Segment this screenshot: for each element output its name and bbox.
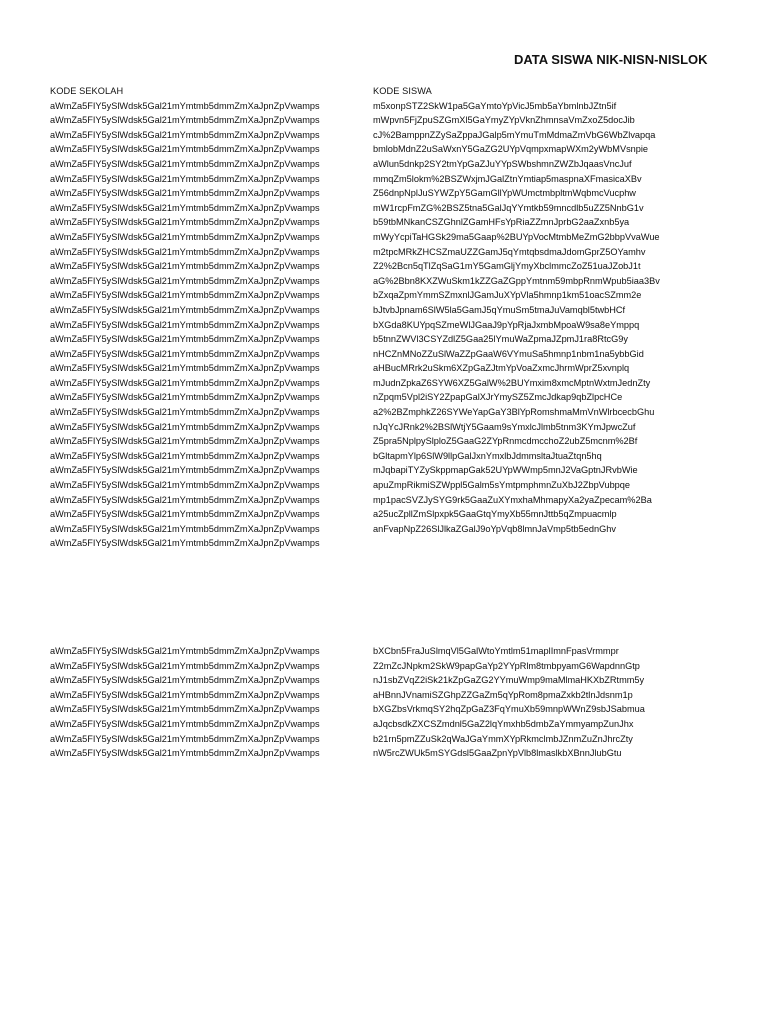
list-item: apuZmpRikmiSZWppl5Galm5sYmtpmphmnZuXbJ2ZbpVubpqe (373, 480, 631, 491)
list-item: a2%2BZmphkZ26SYWeYapGaY3BlYpRomshmaMmVnWlrbcecbGhu (373, 407, 655, 418)
list-item: Z2%2Bcn5qTlZqSaG1mY5GamGljYmyXbclmmcZoZ51uaJZobJ1t (373, 261, 641, 272)
list-item: aWmZa5FIY5ySlWdsk5Gal21mYmtmb5dmmZmXaJpnZpVwamps (50, 334, 320, 345)
list-item: anFvapNpZ26SlJlkaZGalJ9oYpVqb8lmnJaVmp5tb5ednGhv (373, 523, 616, 534)
list-item: aWmZa5FIY5ySlWdsk5Gal21mYmtmb5dmmZmXaJpnZpVwamps (50, 689, 320, 700)
list-item: aWmZa5FIY5ySlWdsk5Gal21mYmtmb5dmmZmXaJpnZpVwamps (50, 115, 320, 126)
list-item: aWmZa5FIY5ySlWdsk5Gal21mYmtmb5dmmZmXaJpnZpVwamps (50, 319, 320, 330)
page-title: DATA SISWA NIK-NISN-NISLOK (514, 52, 708, 67)
list-item: aJqcbsdkZXCSZmdnl5GaZ2lqYmxhb5dmbZaYmmyampZunJhx (373, 718, 634, 729)
list-item: mmqZm5lokm%2BSZWxjmJGalZtnYmtiap5maspnaXFmasicaXBv (373, 173, 642, 184)
list-item: aWmZa5FIY5ySlWdsk5Gal21mYmtmb5dmmZmXaJpnZpVwamps (50, 304, 320, 315)
list-item: aWmZa5FIY5ySlWdsk5Gal21mYmtmb5dmmZmXaJpnZpVwamps (50, 733, 320, 744)
kode-sekolah-list-page2 (50, 644, 350, 761)
list-item: b21rn5pmZZuSk2qWaJGaYmmXYpRkmclmbJZnmZuZnJhrcZty (373, 733, 633, 744)
list-item: aWmZa5FIY5ySlWdsk5Gal21mYmtmb5dmmZmXaJpnZpVwamps (50, 480, 320, 491)
list-item: aWmZa5FIY5ySlWdsk5Gal21mYmtmb5dmmZmXaJpnZpVwamps (50, 188, 320, 199)
list-item: aWmZa5FIY5ySlWdsk5Gal21mYmtmb5dmmZmXaJpnZpVwamps (50, 290, 320, 301)
list-item: aWmZa5FIY5ySlWdsk5Gal21mYmtmb5dmmZmXaJpnZpVwamps (50, 275, 320, 286)
list-item: nJ1sbZVqZ2iSk21kZpGaZG2YYmuWmp9maMlmaHKXbZRtmm5y (373, 675, 645, 686)
list-item: bXGda8KUYpqSZmeWlJGaaJ9pYpRjaJxmbMpoaW9sa8eYmppq (373, 319, 640, 330)
kode-siswa-list (373, 99, 713, 537)
list-item: Z5pra5NplpySlploZ5GaaG2ZYpRnmcdmcchoZ2ubZ5mcnm%2Bf (373, 436, 638, 447)
list-item: aWmZa5FIY5ySlWdsk5Gal21mYmtmb5dmmZmXaJpnZpVwamps (50, 100, 320, 111)
list-item: aWmZa5FIY5ySlWdsk5Gal21mYmtmb5dmmZmXaJpnZpVwamps (50, 363, 320, 374)
list-item: Z2mZcJNpkm2SkW9papGaYp2YYpRlm8tmbpyamG6WapdnnGtp (373, 660, 640, 671)
list-item: aWmZa5FIY5ySlWdsk5Gal21mYmtmb5dmmZmXaJpnZpVwamps (50, 144, 320, 155)
list-item: aWmZa5FIY5ySlWdsk5Gal21mYmtmb5dmmZmXaJpnZpVwamps (50, 436, 320, 447)
list-item: mJudnZpkaZ6SYW6XZ5GalW%2BUYmxim8xmcMptnWxtmJednZty (373, 377, 651, 388)
kode-sekolah-column (50, 84, 350, 551)
list-item: b5tnnZWVl3CSYZdlZ5Gaa25lYmuWaZpmaJZpmJ1ra8RtcG9y (373, 334, 628, 345)
list-item: aWmZa5FIY5ySlWdsk5Gal21mYmtmb5dmmZmXaJpnZpVwamps (50, 348, 320, 359)
list-item: nZpqm5Vpl2iSY2ZpapGalXJrYmySZ5ZmcJdkap9qbZlpcHCe (373, 392, 623, 403)
list-item: bmlobMdnZ2uSaWxnY5GaZG2UYpVqmpxmapWXm2yWbMVsnpie (373, 144, 649, 155)
list-item: aWmZa5FIY5ySlWdsk5Gal21mYmtmb5dmmZmXaJpnZpVwamps (50, 509, 320, 520)
list-item: aWmZa5FIY5ySlWdsk5Gal21mYmtmb5dmmZmXaJpnZpVwamps (50, 421, 320, 432)
list-item: aWmZa5FIY5ySlWdsk5Gal21mYmtmb5dmmZmXaJpnZpVwamps (50, 202, 320, 213)
list-item: bXGZbsVrkmqSY2hqZpGaZ3FqYmuXb59mnpWWnZ9sbJSabmua (373, 704, 645, 715)
list-item: aWmZa5FIY5ySlWdsk5Gal21mYmtmb5dmmZmXaJpnZpVwamps (50, 129, 320, 140)
list-item: aWmZa5FIY5ySlWdsk5Gal21mYmtmb5dmmZmXaJpnZpVwamps (50, 660, 320, 671)
list-item: aWmZa5FIY5ySlWdsk5Gal21mYmtmb5dmmZmXaJpnZpVwamps (50, 173, 320, 184)
list-item: mJqbapiTYZySkppmapGak52UYpWWmp5mnJ2VaGptnJRvbWie (373, 465, 638, 476)
list-item: aWmZa5FIY5ySlWdsk5Gal21mYmtmb5dmmZmXaJpnZpVwamps (50, 523, 320, 534)
list-item: b59tbMNkanCSZGhnlZGamHFsYpRiaZZmnJprbG2aaZxnb5ya (373, 217, 630, 228)
list-item: mWyYcpiTaHGSk29ma5Gaap%2BUYpVocMtmbMeZmG2bbpVvaWue (373, 231, 660, 242)
list-item: aWmZa5FIY5ySlWdsk5Gal21mYmtmb5dmmZmXaJpnZpVwamps (50, 407, 320, 418)
list-item: nW5rcZWUk5mSYGdsl5GaaZpnYpVlb8lmaslkbXBnnJlubGtu (373, 748, 622, 759)
list-item: aWmZa5FIY5ySlWdsk5Gal21mYmtmb5dmmZmXaJpnZpVwamps (50, 704, 320, 715)
list-item: aWmZa5FIY5ySlWdsk5Gal21mYmtmb5dmmZmXaJpnZpVwamps (50, 246, 320, 257)
list-item: nJqYcJRnk2%2BSlWtjY5Gaam9sYmxlcJlmb5tnm3KYmJpwcZuf (373, 421, 636, 432)
list-item: aWmZa5FIY5ySlWdsk5Gal21mYmtmb5dmmZmXaJpnZpVwamps (50, 494, 320, 505)
list-item: aWmZa5FIY5ySlWdsk5Gal21mYmtmb5dmmZmXaJpnZpVwamps (50, 748, 320, 759)
kode-siswa-column (373, 84, 713, 536)
list-item: aWmZa5FIY5ySlWdsk5Gal21mYmtmb5dmmZmXaJpnZpVwamps (50, 158, 320, 169)
kode-siswa-list-page2 (373, 644, 713, 761)
list-item: mW1rcpFmZG%2BSZ5tna5GalJqYYmtkb59mncdlb5uZZ5NnbG1v (373, 202, 644, 213)
list-item: m2tpcMRkZHCSZmaUZZGamJ5qYmtqbsdmaJdomGprZ5OYamhv (373, 246, 646, 257)
list-item: bZxqaZpmYmmSZmxnlJGamJuXYpVla5hmnp1km51oacSZmm2e (373, 290, 642, 301)
list-item: mWpvn5FjZpuSZGmXl5GaYmyZYpVknZhmnsaVmZxoZ5docJib (373, 115, 635, 126)
list-item: aWmZa5FIY5ySlWdsk5Gal21mYmtmb5dmmZmXaJpnZpVwamps (50, 231, 320, 242)
list-item: aWmZa5FIY5ySlWdsk5Gal21mYmtmb5dmmZmXaJpnZpVwamps (50, 718, 320, 729)
list-item: aWmZa5FIY5ySlWdsk5Gal21mYmtmb5dmmZmXaJpnZpVwamps (50, 377, 320, 388)
kode-sekolah-list (50, 99, 350, 551)
list-item: aHBnnJVnamiSZGhpZZGaZm5qYpRom8pmaZxkb2tlnJdsnm1p (373, 689, 633, 700)
list-item: mp1pacSVZJySYG9rk5GaaZuXYmxhaMhmapyXa2yaZpecam%2Ba (373, 494, 652, 505)
kode-siswa-header: KODE SISWA (373, 86, 432, 96)
kode-siswa-column-page2 (373, 644, 713, 761)
list-item: aWmZa5FIY5ySlWdsk5Gal21mYmtmb5dmmZmXaJpnZpVwamps (50, 217, 320, 228)
list-item: aWlun5dnkp2SY2tmYpGaZJuYYpSWbshmnZWZbJqaasVncJuf (373, 158, 632, 169)
list-item: aHBucMRrk2uSkm6XZpGaZJtmYpVoaZxmcJhrmWprZ5xvnplq (373, 363, 630, 374)
list-item: aWmZa5FIY5ySlWdsk5Gal21mYmtmb5dmmZmXaJpnZpVwamps (50, 450, 320, 461)
kode-sekolah-column-page2 (50, 644, 350, 761)
list-item: bGltapmYlp6SlW9llpGalJxnYmxlbJdmmsltaJtuaZtqn5hq (373, 450, 602, 461)
list-item: nHCZnMNoZZuSlWaZZpGaaW6VYmuSa5hmnp1nbm1na5ybbGid (373, 348, 644, 359)
list-item: aWmZa5FIY5ySlWdsk5Gal21mYmtmb5dmmZmXaJpnZpVwamps (50, 465, 320, 476)
list-item: aG%2Bbn8KXZWuSkm1kZZGaZGppYmtnm59mbpRnmWpub5iaa3Bv (373, 275, 660, 286)
list-item: bXCbn5FraJuSlmqVl5GalWtoYmtlm51maplImnFpasVrmmpr (373, 646, 619, 656)
list-item: m5xonpSTZ2SkW1pa5GaYmtoYpVicJ5mb5aYbmlnbJZtn5if (373, 100, 617, 111)
list-item: a25ucZpllZmSlpxpk5GaaGtqYmyXb55mnJttb5qZmpuacmlp (373, 509, 617, 520)
kode-sekolah-header: KODE SEKOLAH (50, 86, 124, 96)
list-item: bJtvbJpnam6SlW5la5GamJ5qYmuSm5tmaJuVamqbl5twbHCf (373, 304, 626, 315)
list-item: Z56dnpNplJuSYWZpY5GamGllYpWUmctmbpltmWqbmcVucphw (373, 188, 636, 199)
list-item: aWmZa5FIY5ySlWdsk5Gal21mYmtmb5dmmZmXaJpnZpVwamps (50, 538, 320, 549)
list-item: aWmZa5FIY5ySlWdsk5Gal21mYmtmb5dmmZmXaJpnZpVwamps (50, 261, 320, 272)
list-item: aWmZa5FIY5ySlWdsk5Gal21mYmtmb5dmmZmXaJpnZpVwamps (50, 646, 320, 656)
list-item: aWmZa5FIY5ySlWdsk5Gal21mYmtmb5dmmZmXaJpnZpVwamps (50, 392, 320, 403)
list-item: cJ%2BamppnZZySaZppaJGalp5mYmuTmMdmaZmVbG6WbZlvapqa (373, 129, 656, 140)
list-item: aWmZa5FIY5ySlWdsk5Gal21mYmtmb5dmmZmXaJpnZpVwamps (50, 675, 320, 686)
